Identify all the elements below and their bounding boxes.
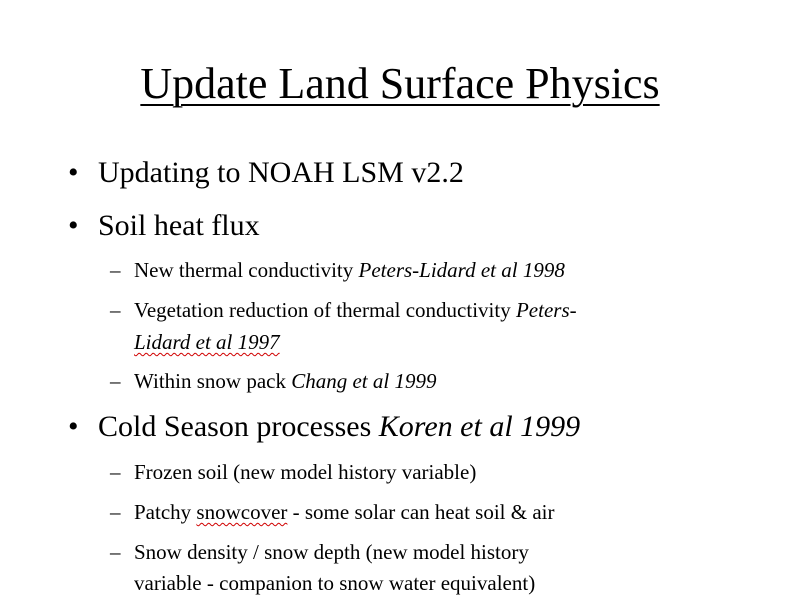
- dash-marker: –: [110, 500, 121, 524]
- sub-bullet-text: Patchy: [134, 500, 197, 524]
- citation: Koren et al 1999: [378, 410, 581, 443]
- sub-bullet-text: Snow density / snow depth (new model history: [134, 540, 529, 564]
- citation-part2: Lidard et al 1997: [134, 330, 280, 354]
- sub-bullet-text: New thermal conductivity: [134, 258, 359, 282]
- dash-marker: –: [110, 369, 121, 393]
- sub-bullet-text: variable - companion to snow water equivalent): [134, 571, 536, 595]
- citation-part1: Peters-: [515, 298, 577, 322]
- sub-bullet-text: Vegetation reduction of thermal conductivity: [134, 298, 516, 322]
- dash-marker: –: [110, 460, 121, 484]
- bullet-marker: •: [68, 410, 79, 443]
- bullet-marker: •: [68, 209, 79, 242]
- sub-bullet-text: Frozen soil (new model history variable): [134, 460, 477, 484]
- dash-marker: –: [110, 540, 121, 564]
- spellcheck-word: snowcover: [196, 500, 288, 524]
- bullet-text: Soil heat flux: [98, 209, 260, 242]
- dash-marker: –: [110, 258, 121, 282]
- slide-title: Update Land Surface Physics: [140, 59, 660, 108]
- bullet-text: Updating to NOAH LSM v2.2: [98, 156, 464, 189]
- bullet-text: Cold Season processes: [98, 410, 379, 443]
- sub-bullet-text: Within snow pack: [134, 369, 292, 393]
- dash-marker: –: [110, 298, 121, 322]
- bullet-marker: •: [68, 156, 79, 189]
- sub-bullet-text-rest: - some solar can heat soil & air: [287, 500, 555, 524]
- citation: Chang et al 1999: [291, 369, 437, 393]
- citation: Peters-Lidard et al 1998: [358, 258, 565, 282]
